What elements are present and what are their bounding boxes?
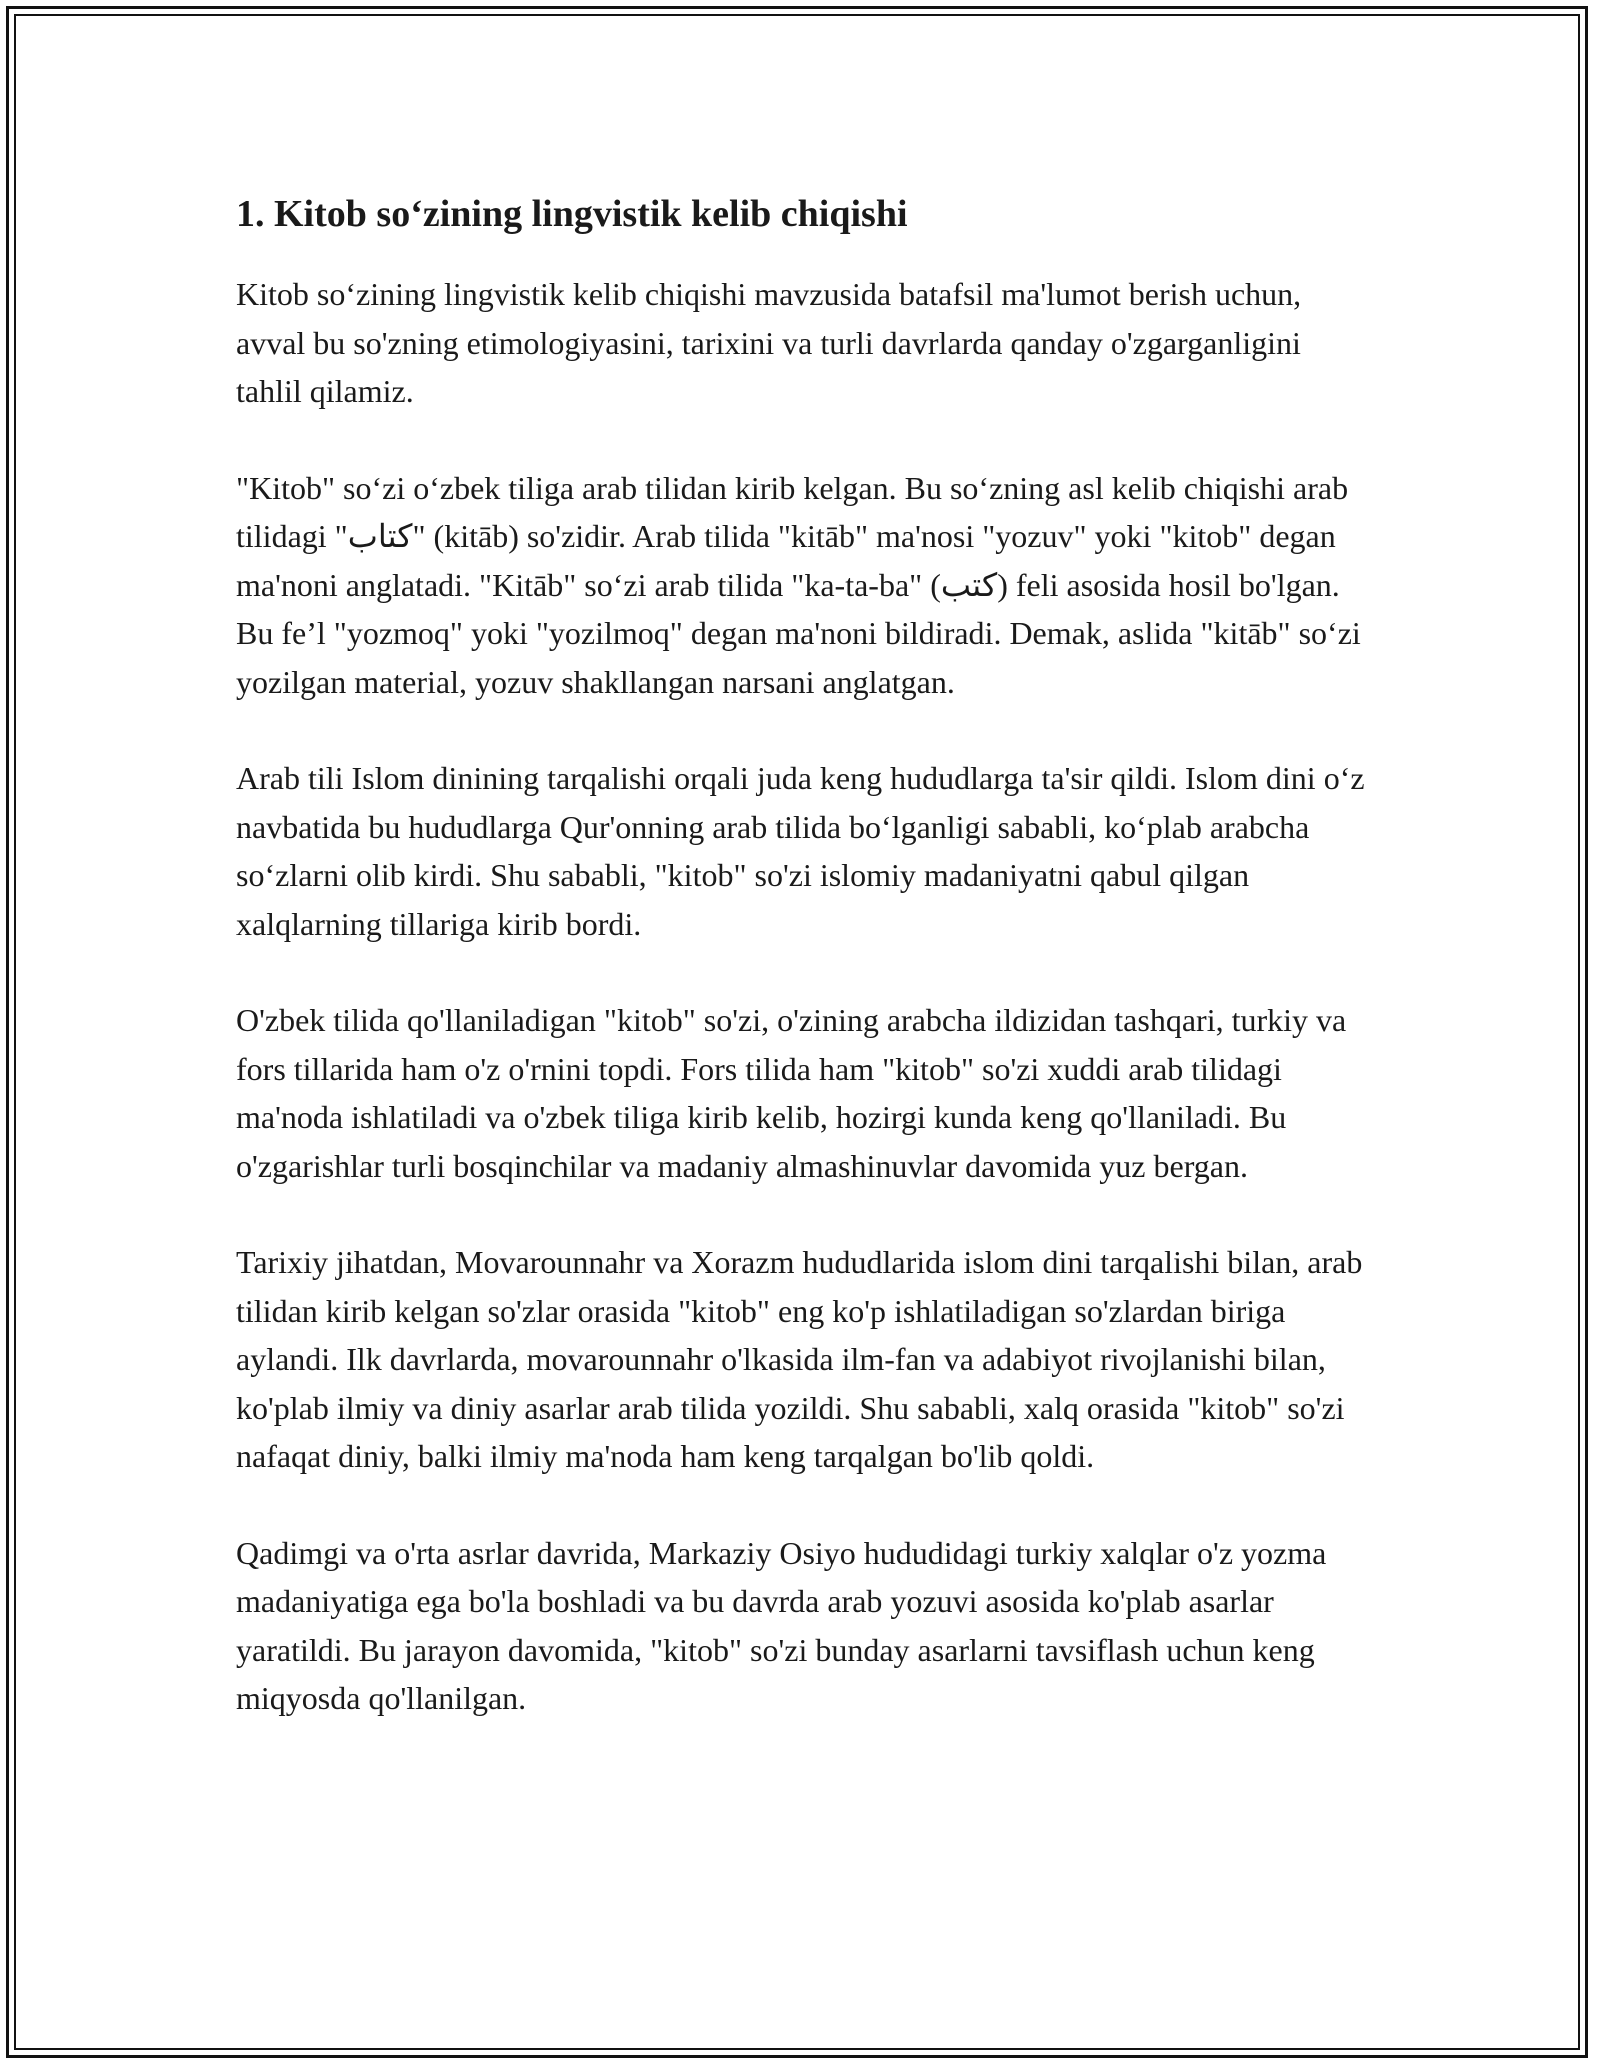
paragraph-etymology: "Kitob" so‘zi o‘zbek tiliga arab tilidan kirib kelgan. Bu so‘zning asl kelib chiqishi arab tilidagi "كتاب" (kitāb) so'zidir. Arab tilida "kitāb" ma'nosi "yozuv" yoki "kitob" degan ma'noni anglatadi. "Kitāb" so‘zi arab tilida "ka-ta-ba" (كتب) feli asosida hosil bo'lgan. Bu fe’l "yozmoq" yoki "yozilmoq" degan ma'noni bildiradi. Demak, aslida "kitāb" so‘zi yozilgan material, yozuv shakllangan narsani anglatgan. (236, 469, 1361, 700)
document-body (236, 188, 1366, 1771)
paragraph-history: Tarixiy jihatdan, Movarounnahr va Xorazm hududlarida islom dini tarqalishi bilan, arab tilidan kirib kelgan so'zlar orasida "kitob" eng ko'p ishlatiladigan so'zlardan biriga aylandi. Ilk davrlarda, movarounnahr o'lkasida ilm-fan va adabiyot rivojlanishi bilan, ko'plab ilmiy va diniy asarlar arab tilida yozildi. Shu sababli, xalq orasida "kitob" so'zi nafaqat diniy, balki ilmiy ma'noda ham keng tarqalgan bo'lib qoldi. (236, 1244, 1363, 1474)
paragraph-intro: Kitob so‘zining lingvistik kelib chiqishi mavzusida batafsil ma'lumot berish uchun, avval bu so'zning etimologiyasini, tarixini va turli davrlarda qanday o'zgarganligini tahlil qilamiz. (236, 276, 1302, 409)
paragraph-medieval: Qadimgi va o'rta asrlar davrida, Markaziy Osiyo hududidagi turkiy xalqlar o'z yozma madaniyatiga ega bo'la boshladi va bu davrda arab yozuvi asosida ko'plab asarlar yaratildi. Bu jarayon davomida, "kitob" so'zi bunday asarlarni tavsiflash uchun keng miqyosda qo'llanilgan. (236, 1534, 1327, 1716)
section-heading: 1. Kitob so‘zining lingvistik kelib chiqishi (236, 193, 908, 235)
paragraph-islam-spread: Arab tili Islom dinining tarqalishi orqali juda keng hududlarga ta'sir qildi. Islom dini o‘z navbatida bu hududlarga Qur'onning arab tilida bo‘lganligi sababli, ko‘plab arabcha so‘zlarni olib kirdi. Shu sababli, "kitob" so'zi islomiy madaniyatni qabul qilgan xalqlarning tillariga kirib bordi. (236, 760, 1365, 942)
paragraph-uzbek-usage: O'zbek tilida qo'llaniladigan "kitob" so'zi, o'zining arabcha ildizidan tashqari, turkiy va fors tillarida ham o'z o'rnini topdi. Fors tilida ham "kitob" so'zi xuddi arab tilidagi ma'noda ishlatiladi va o'zbek tiliga kirib kelib, hozirgi kunda keng qo'llaniladi. Bu o'zgarishlar turli bosqinchilar va madaniy almashinuvlar davomida yuz bergan. (236, 1002, 1347, 1184)
